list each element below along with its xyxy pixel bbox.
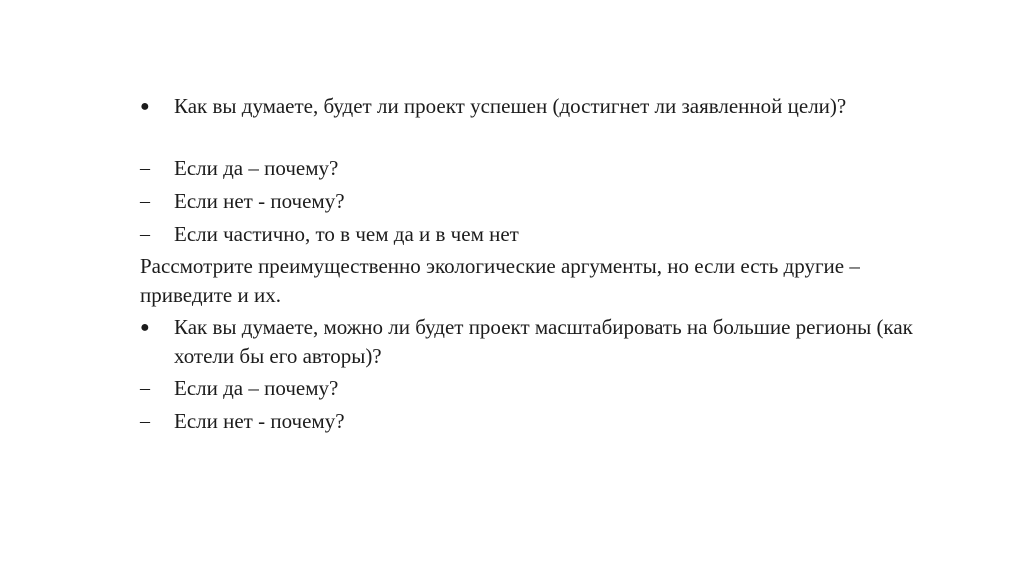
dash-item-if-yes	[140, 374, 930, 403]
item-text: Если да – почему?	[174, 156, 339, 180]
item-text: Как вы думаете, будет ли проект успешен (достигнет ли заявленной цели)?	[174, 94, 847, 118]
dash-icon: –	[140, 410, 150, 432]
bullet-icon: ●	[140, 319, 150, 336]
bullet-icon: ●	[140, 98, 150, 115]
item-text: Если да – почему?	[174, 376, 339, 400]
dash-item-if-no	[140, 407, 930, 436]
dash-item-if-no	[140, 187, 930, 216]
bullet-item-scaling-question	[140, 313, 930, 371]
dash-icon: –	[140, 190, 150, 212]
dash-item-if-yes	[140, 154, 930, 183]
dash-icon: –	[140, 377, 150, 399]
dash-item-if-partially	[140, 220, 930, 249]
dash-icon: –	[140, 223, 150, 245]
bullet-item-success-question	[140, 92, 930, 121]
instruction-paragraph: Рассмотрите преимущественно экологические аргументы, но если есть другие – приведите и их.	[140, 254, 860, 307]
item-text: Как вы думаете, можно ли будет проект масштабировать на большие регионы (как хотели бы его авторы)?	[174, 315, 913, 368]
dash-icon: –	[140, 157, 150, 179]
item-text: Если частично, то в чем да и в чем нет	[174, 222, 519, 246]
item-text: Если нет - почему?	[174, 409, 345, 433]
item-text: Если нет - почему?	[174, 189, 345, 213]
